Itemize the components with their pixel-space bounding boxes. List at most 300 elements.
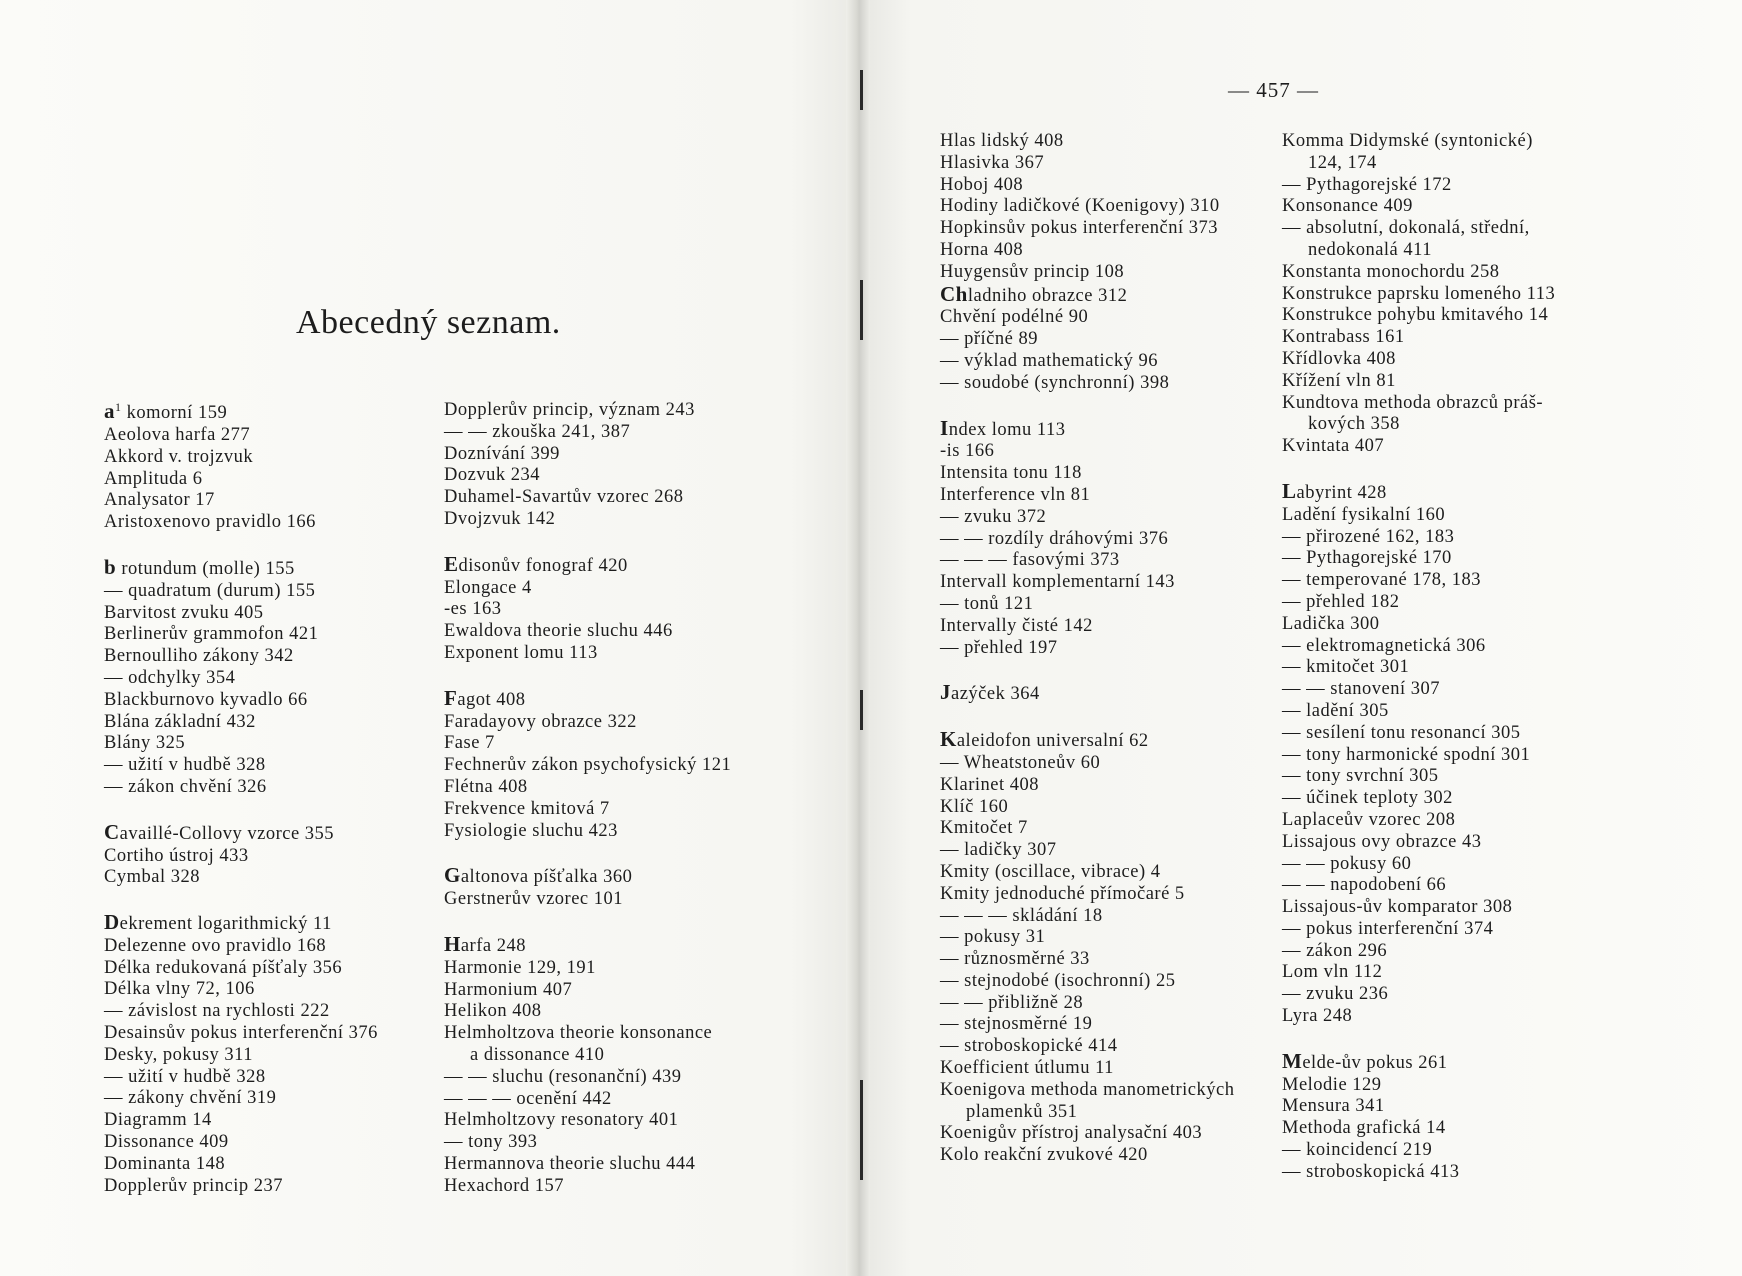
index-entry bbox=[1282, 745, 1555, 767]
entry-text: Intervally čisté 142 bbox=[940, 615, 1093, 636]
entry-text: Interference vln 81 bbox=[940, 484, 1091, 505]
entry-text: Bernoulliho zákony 342 bbox=[104, 646, 294, 667]
section-initial: M bbox=[1282, 1048, 1303, 1073]
entry-text: rotundum (molle) 155 bbox=[116, 558, 295, 579]
entry-text: Aeolova harfa 277 bbox=[104, 424, 251, 445]
index-entry bbox=[104, 867, 378, 889]
index-entry bbox=[444, 821, 731, 843]
index-entry bbox=[104, 1067, 378, 1089]
entry-text: Lissajous-ův komparator 308 bbox=[1282, 897, 1513, 918]
section-initial: a bbox=[104, 399, 115, 424]
index-column-4 bbox=[1282, 131, 1555, 1184]
index-entry bbox=[940, 753, 1234, 775]
entry-text: Desky, pokusy 311 bbox=[104, 1044, 253, 1065]
index-entry bbox=[1282, 284, 1555, 306]
entry-text: Laplaceův vzorec 208 bbox=[1282, 809, 1456, 830]
entry-text: Gerstnerův vzorec 101 bbox=[444, 889, 623, 910]
index-entry bbox=[104, 1176, 378, 1198]
index-entry bbox=[104, 1110, 378, 1132]
section-gap bbox=[104, 889, 378, 912]
section-initial: C bbox=[104, 819, 120, 844]
entry-text: — — — skládání 18 bbox=[940, 905, 1103, 926]
entry-text: Dopplerův princip 237 bbox=[104, 1175, 284, 1196]
index-entry bbox=[1282, 1096, 1555, 1118]
entry-text: Konstanta monochordu 258 bbox=[1282, 261, 1500, 282]
entry-text: — sesílení tonu resonancí 305 bbox=[1282, 722, 1521, 743]
entry-text: — přirozené 162, 183 bbox=[1282, 526, 1455, 547]
index-entry bbox=[1282, 570, 1555, 592]
index-entry bbox=[940, 775, 1234, 797]
index-entry bbox=[940, 196, 1234, 218]
index-entry bbox=[940, 884, 1234, 906]
entry-text: Amplituda 6 bbox=[104, 468, 203, 489]
entry-text: — kmitočet 301 bbox=[1282, 657, 1410, 678]
entry-text: Křížení vln 81 bbox=[1282, 370, 1396, 391]
entry-text: — stroboskopická 413 bbox=[1282, 1161, 1460, 1182]
index-entry bbox=[104, 979, 378, 1001]
index-entry bbox=[444, 733, 731, 755]
index-entry bbox=[1282, 240, 1555, 262]
index-entry bbox=[940, 262, 1234, 284]
entry-text: — tony harmonické spodní 301 bbox=[1282, 744, 1531, 765]
entry-text: — Pythagorejské 170 bbox=[1282, 548, 1452, 569]
entry-text: Hlas lidský 408 bbox=[940, 131, 1064, 151]
index-entry bbox=[1282, 854, 1555, 876]
entry-text: Koenigův přístroj analysační 403 bbox=[940, 1123, 1203, 1144]
entry-text: Helikon 408 bbox=[444, 1001, 542, 1022]
section-gap bbox=[444, 665, 731, 688]
entry-text: Cortiho ústroj 433 bbox=[104, 845, 249, 866]
book-gutter bbox=[846, 0, 870, 1276]
entry-text: — užití v hudbě 328 bbox=[104, 755, 266, 776]
entry-text: — závislost na rychlosti 222 bbox=[104, 1001, 330, 1022]
index-entry bbox=[940, 373, 1234, 395]
entry-text: Fysiologie sluchu 423 bbox=[444, 820, 618, 841]
index-entry bbox=[940, 1036, 1234, 1058]
index-entry bbox=[444, 1001, 731, 1023]
index-entry bbox=[940, 862, 1234, 884]
entry-text: Frekvence kmitová 7 bbox=[444, 798, 610, 819]
index-entry bbox=[444, 643, 731, 665]
index-entry bbox=[104, 668, 378, 690]
index-entry bbox=[940, 351, 1234, 373]
entry-text: aleidofon universalní 62 bbox=[956, 731, 1149, 752]
entry-text: — tony 393 bbox=[444, 1132, 538, 1153]
index-entry bbox=[1282, 414, 1555, 436]
entry-text: Desainsův pokus interferenční 376 bbox=[104, 1023, 378, 1044]
index-entry bbox=[940, 529, 1234, 551]
entry-text: — — rozdíly dráhovými 376 bbox=[940, 528, 1169, 549]
entry-text: Melodie 129 bbox=[1282, 1074, 1382, 1095]
index-entry bbox=[940, 638, 1234, 660]
entry-text: — absolutní, dokonalá, střední, bbox=[1282, 218, 1530, 239]
entry-text: Dozvuk 234 bbox=[444, 465, 540, 486]
entry-text: Kontrabass 161 bbox=[1282, 327, 1405, 348]
index-entry bbox=[104, 603, 378, 625]
index-entry bbox=[444, 1023, 731, 1045]
index-entry bbox=[444, 1176, 731, 1198]
index-entry bbox=[940, 441, 1234, 463]
entry-text: — výklad mathematický 96 bbox=[940, 350, 1159, 371]
entry-text: — — pokusy 60 bbox=[1282, 853, 1412, 874]
entry-text: — — stanovení 307 bbox=[1282, 679, 1441, 700]
entry-text: Harmonie 129, 191 bbox=[444, 957, 596, 978]
entry-text: — zákon chvění 326 bbox=[104, 776, 267, 797]
entry-text: Hoboj 408 bbox=[940, 174, 1024, 195]
entry-text: Helmholtzovy resonatory 401 bbox=[444, 1110, 679, 1131]
entry-text: — ladičky 307 bbox=[940, 840, 1057, 861]
index-entry bbox=[940, 616, 1234, 638]
index-entry bbox=[1282, 305, 1555, 327]
index-entry bbox=[1282, 832, 1555, 854]
index-entry bbox=[1282, 941, 1555, 963]
index-entry bbox=[104, 912, 378, 936]
entry-text: — příčné 89 bbox=[940, 329, 1038, 350]
margin-mark bbox=[860, 690, 863, 730]
index-entry bbox=[1282, 527, 1555, 549]
index-entry bbox=[940, 1058, 1234, 1080]
entry-text: — tonů 121 bbox=[940, 593, 1034, 614]
entry-text: — různosměrné 33 bbox=[940, 949, 1090, 970]
entry-text: -es 163 bbox=[444, 599, 502, 620]
entry-text: Duhamel-Savartův vzorec 268 bbox=[444, 487, 684, 508]
entry-text: — stejnosměrné 19 bbox=[940, 1014, 1093, 1035]
index-entry bbox=[104, 554, 378, 581]
index-entry bbox=[940, 949, 1234, 971]
index-entry bbox=[444, 1045, 731, 1067]
entry-text: — quadratum (durum) 155 bbox=[104, 580, 316, 601]
entry-text: -is 166 bbox=[940, 441, 995, 462]
entry-text: Ladění fysikalní 160 bbox=[1282, 504, 1446, 525]
index-entry bbox=[444, 578, 731, 600]
index-entry bbox=[940, 307, 1234, 329]
entry-text: arfa 248 bbox=[460, 935, 526, 956]
index-entry bbox=[940, 1123, 1234, 1145]
index-entry bbox=[104, 846, 378, 868]
entry-text: Akkord v. trojzvuk bbox=[104, 446, 254, 467]
entry-text: agot 408 bbox=[457, 689, 526, 710]
index-entry bbox=[104, 1045, 378, 1067]
section-initial: D bbox=[104, 910, 120, 935]
entry-text: Barvitost zvuku 405 bbox=[104, 602, 264, 623]
section-initial: b bbox=[104, 554, 117, 579]
index-entry bbox=[104, 819, 378, 846]
entry-text: Ladička 300 bbox=[1282, 613, 1380, 634]
entry-text: — stejnodobé (isochronní) 25 bbox=[940, 970, 1176, 991]
index-entry bbox=[1282, 1118, 1555, 1140]
entry-text: Koenigova methoda manometrických bbox=[940, 1079, 1235, 1100]
entry-text: — soudobé (synchronní) 398 bbox=[940, 372, 1170, 393]
margin-mark bbox=[860, 70, 863, 110]
entry-text: — — sluchu (resonanční) 439 bbox=[444, 1066, 682, 1087]
index-entry bbox=[940, 797, 1234, 819]
index-entry bbox=[104, 1001, 378, 1023]
entry-text: Kundtova methoda obrazců práš- bbox=[1282, 392, 1544, 413]
entry-text: Konsonance 409 bbox=[1282, 196, 1413, 217]
index-entry bbox=[1282, 175, 1555, 197]
index-entry bbox=[104, 1088, 378, 1110]
section-initial: K bbox=[940, 727, 957, 752]
entry-text: Diagramm 14 bbox=[104, 1110, 212, 1131]
index-entry bbox=[940, 175, 1234, 197]
entry-text: Kvintata 407 bbox=[1282, 436, 1385, 457]
entry-text: — — přibližně 28 bbox=[940, 992, 1084, 1013]
entry-text: Analysator 17 bbox=[104, 490, 215, 511]
entry-text: Dominanta 148 bbox=[104, 1153, 226, 1174]
entry-text: ekrement logarithmický 11 bbox=[119, 914, 332, 935]
entry-text: Dvojzvuk 142 bbox=[444, 508, 556, 529]
index-entry bbox=[444, 777, 731, 799]
entry-text: Blány 325 bbox=[104, 733, 186, 754]
entry-text: Exponent lomu 113 bbox=[444, 642, 598, 663]
entry-text: altonova píšťalka 360 bbox=[460, 867, 633, 888]
section-gap bbox=[444, 842, 731, 865]
entry-text: Helmholtzova theorie konsonance bbox=[444, 1023, 713, 1044]
index-entry bbox=[1282, 962, 1555, 984]
entry-text: Klarinet 408 bbox=[940, 774, 1039, 795]
index-entry bbox=[444, 465, 731, 487]
entry-text: Faradayovy obrazce 322 bbox=[444, 711, 637, 732]
section-initial: J bbox=[940, 680, 951, 705]
entry-text: Délka redukovaná píšťaly 356 bbox=[104, 957, 343, 978]
entry-text: Křídlovka 408 bbox=[1282, 348, 1396, 369]
index-entry bbox=[104, 447, 378, 469]
index-entry bbox=[444, 509, 731, 531]
index-entry bbox=[444, 1067, 731, 1089]
index-entry bbox=[940, 840, 1234, 862]
entry-text: Kmity (oscillace, vibrace) 4 bbox=[940, 861, 1161, 882]
entry-text: Koefficient útlumu 11 bbox=[940, 1058, 1114, 1079]
entry-text: — odchylky 354 bbox=[104, 667, 236, 688]
entry-text: Hlasivka 367 bbox=[940, 152, 1045, 173]
index-entry bbox=[1282, 1075, 1555, 1097]
entry-text: Hopkinsův pokus interferenční 373 bbox=[940, 218, 1219, 239]
index-column-1 bbox=[104, 397, 378, 1197]
index-entry bbox=[940, 240, 1234, 262]
entry-text: — účinek teploty 302 bbox=[1282, 788, 1453, 809]
index-entry bbox=[940, 594, 1234, 616]
index-entry bbox=[444, 1110, 731, 1132]
page-title: Abecedný seznam. bbox=[296, 304, 561, 341]
index-entry bbox=[444, 400, 731, 422]
section-gap bbox=[940, 395, 1234, 418]
entry-text: — zákony chvění 319 bbox=[104, 1088, 277, 1109]
entry-text: Fase 7 bbox=[444, 733, 495, 754]
section-gap bbox=[1282, 1028, 1555, 1051]
entry-text: Konstrukce pohybu kmitavého 14 bbox=[1282, 305, 1549, 326]
index-entry bbox=[104, 646, 378, 668]
section-gap bbox=[444, 911, 731, 934]
section-initial: I bbox=[940, 415, 949, 440]
section-gap bbox=[940, 659, 1234, 682]
index-entry bbox=[1282, 1006, 1555, 1028]
index-entry bbox=[940, 507, 1234, 529]
entry-text: ladniho obrazce 312 bbox=[967, 285, 1128, 306]
index-entry bbox=[1282, 1048, 1555, 1075]
index-entry bbox=[940, 415, 1234, 442]
index-entry bbox=[444, 980, 731, 1002]
index-entry bbox=[1282, 875, 1555, 897]
index-entry bbox=[940, 1014, 1234, 1036]
index-entry bbox=[444, 1089, 731, 1111]
entry-text: — — napodobení 66 bbox=[1282, 875, 1447, 896]
index-entry bbox=[104, 581, 378, 603]
entry-text: Elongace 4 bbox=[444, 577, 532, 598]
entry-text: Blána základní 432 bbox=[104, 711, 256, 732]
entry-text: — pokus interferenční 374 bbox=[1282, 918, 1494, 939]
entry-text: Dopplerův princip, význam 243 bbox=[444, 400, 695, 420]
section-gap bbox=[444, 531, 731, 554]
index-entry bbox=[444, 444, 731, 466]
entry-text: Flétna 408 bbox=[444, 776, 528, 797]
section-gap bbox=[940, 706, 1234, 729]
index-entry bbox=[1282, 131, 1555, 153]
index-entry bbox=[444, 551, 731, 578]
index-entry bbox=[940, 993, 1234, 1015]
entry-text: Mensura 341 bbox=[1282, 1096, 1385, 1117]
index-entry bbox=[1282, 262, 1555, 284]
index-entry bbox=[1282, 592, 1555, 614]
index-entry bbox=[444, 865, 731, 889]
entry-text: — Wheatstoneův 60 bbox=[940, 752, 1101, 773]
index-entry bbox=[104, 490, 378, 512]
section-initial: Ch bbox=[940, 281, 968, 306]
index-entry bbox=[444, 958, 731, 980]
index-entry bbox=[1282, 614, 1555, 636]
index-entry bbox=[444, 1154, 731, 1176]
section-initial: L bbox=[1282, 478, 1297, 503]
index-entry bbox=[1282, 766, 1555, 788]
index-entry bbox=[1282, 788, 1555, 810]
entry-text: Kolo reakční zvukové 420 bbox=[940, 1145, 1148, 1166]
index-entry bbox=[1282, 327, 1555, 349]
entry-text: azýček 364 bbox=[951, 684, 1040, 705]
index-entry bbox=[940, 1102, 1234, 1124]
entry-text: — Pythagorejské 172 bbox=[1282, 174, 1452, 195]
index-entry bbox=[444, 685, 731, 712]
index-entry bbox=[104, 425, 378, 447]
entry-text: elde-ův pokus 261 bbox=[1302, 1052, 1448, 1073]
index-entry bbox=[444, 712, 731, 734]
index-entry bbox=[444, 799, 731, 821]
entry-text: disonův fonograf 420 bbox=[458, 555, 628, 576]
entry-text: — stroboskopické 414 bbox=[940, 1036, 1118, 1057]
entry-text: Kmity jednoduché přímočaré 5 bbox=[940, 883, 1185, 904]
index-entry bbox=[104, 469, 378, 491]
index-entry bbox=[104, 936, 378, 958]
section-initial: F bbox=[444, 685, 458, 710]
entry-text: Intervall komplementarní 143 bbox=[940, 572, 1175, 593]
index-entry bbox=[104, 624, 378, 646]
entry-text: availlé-Collovy vzorce 355 bbox=[119, 823, 335, 844]
index-entry bbox=[1282, 679, 1555, 701]
index-entry bbox=[940, 329, 1234, 351]
index-entry bbox=[104, 1132, 378, 1154]
index-entry bbox=[1282, 196, 1555, 218]
entry-text: Aristoxenovo pravidlo 166 bbox=[104, 512, 316, 533]
entry-text: Delezenne ovo pravidlo 168 bbox=[104, 935, 327, 956]
section-initial: E bbox=[444, 551, 459, 576]
index-entry bbox=[1282, 723, 1555, 745]
entry-text: Hodiny ladičkové (Koenigovy) 310 bbox=[940, 196, 1220, 217]
section-initial: H bbox=[444, 931, 461, 956]
entry-text: — — — ocenění 442 bbox=[444, 1088, 612, 1109]
index-entry bbox=[1282, 897, 1555, 919]
index-entry bbox=[1282, 218, 1555, 240]
index-entry bbox=[444, 487, 731, 509]
index-entry bbox=[940, 485, 1234, 507]
entry-text: — tony svrchní 305 bbox=[1282, 766, 1439, 787]
index-entry bbox=[104, 1023, 378, 1045]
index-entry bbox=[444, 889, 731, 911]
index-entry bbox=[1282, 657, 1555, 679]
index-entry bbox=[1282, 505, 1555, 527]
entry-text: — — — fasovými 373 bbox=[940, 550, 1120, 571]
index-entry bbox=[1282, 393, 1555, 415]
index-column-2 bbox=[444, 400, 731, 1198]
index-entry bbox=[940, 550, 1234, 572]
entry-text: Konstrukce paprsku lomeného 113 bbox=[1282, 283, 1556, 304]
entry-text: Lyra 248 bbox=[1282, 1006, 1353, 1027]
index-entry bbox=[940, 281, 1234, 308]
entry-text: Intensita tonu 118 bbox=[940, 463, 1082, 484]
index-column-3 bbox=[940, 131, 1234, 1167]
index-entry bbox=[444, 422, 731, 444]
entry-text: Blackburnovo kyvadlo 66 bbox=[104, 689, 308, 710]
index-entry bbox=[444, 931, 731, 958]
index-entry bbox=[940, 729, 1234, 753]
index-entry bbox=[104, 777, 378, 799]
index-entry bbox=[940, 682, 1234, 706]
entry-text: Délka vlny 72, 106 bbox=[104, 979, 255, 1000]
margin-mark bbox=[860, 280, 863, 340]
index-entry bbox=[444, 1132, 731, 1154]
entry-text: Cymbal 328 bbox=[104, 867, 200, 888]
index-entry bbox=[104, 733, 378, 755]
entry-text: — elektromagnetická 306 bbox=[1282, 635, 1486, 656]
index-entry bbox=[1282, 636, 1555, 658]
index-entry bbox=[940, 153, 1234, 175]
entry-text: Lissajous ovy obrazce 43 bbox=[1282, 831, 1482, 852]
entry-text: Horna 408 bbox=[940, 239, 1024, 260]
index-entry bbox=[1282, 1162, 1555, 1184]
entry-text: — — zkouška 241, 387 bbox=[444, 421, 631, 442]
entry-text: Harmonium 407 bbox=[444, 979, 573, 1000]
entry-text: — ladění 305 bbox=[1282, 700, 1389, 721]
index-entry bbox=[940, 1145, 1234, 1167]
entry-text: kových 358 bbox=[1308, 414, 1400, 435]
entry-text: Methoda grafická 14 bbox=[1282, 1118, 1446, 1139]
entry-text: abyrint 428 bbox=[1296, 482, 1387, 503]
entry-text: — temperované 178, 183 bbox=[1282, 570, 1482, 591]
index-entry bbox=[104, 755, 378, 777]
entry-text: a dissonance 410 bbox=[470, 1044, 605, 1065]
index-entry bbox=[104, 512, 378, 534]
entry-text: — přehled 197 bbox=[940, 637, 1058, 658]
index-entry bbox=[1282, 548, 1555, 570]
entry-text: Berlinerův grammofon 421 bbox=[104, 624, 319, 645]
index-entry bbox=[940, 1080, 1234, 1102]
index-entry bbox=[940, 906, 1234, 928]
entry-text: Hexachord 157 bbox=[444, 1175, 565, 1196]
section-gap bbox=[104, 534, 378, 557]
entry-text: Lom vln 112 bbox=[1282, 962, 1383, 983]
index-entry bbox=[1282, 701, 1555, 723]
entry-text: Fechnerův zákon psychofysický 121 bbox=[444, 755, 732, 776]
entry-text: — koincidencí 219 bbox=[1282, 1140, 1433, 1161]
entry-text: plamenků 351 bbox=[966, 1101, 1078, 1122]
section-gap bbox=[1282, 458, 1555, 481]
